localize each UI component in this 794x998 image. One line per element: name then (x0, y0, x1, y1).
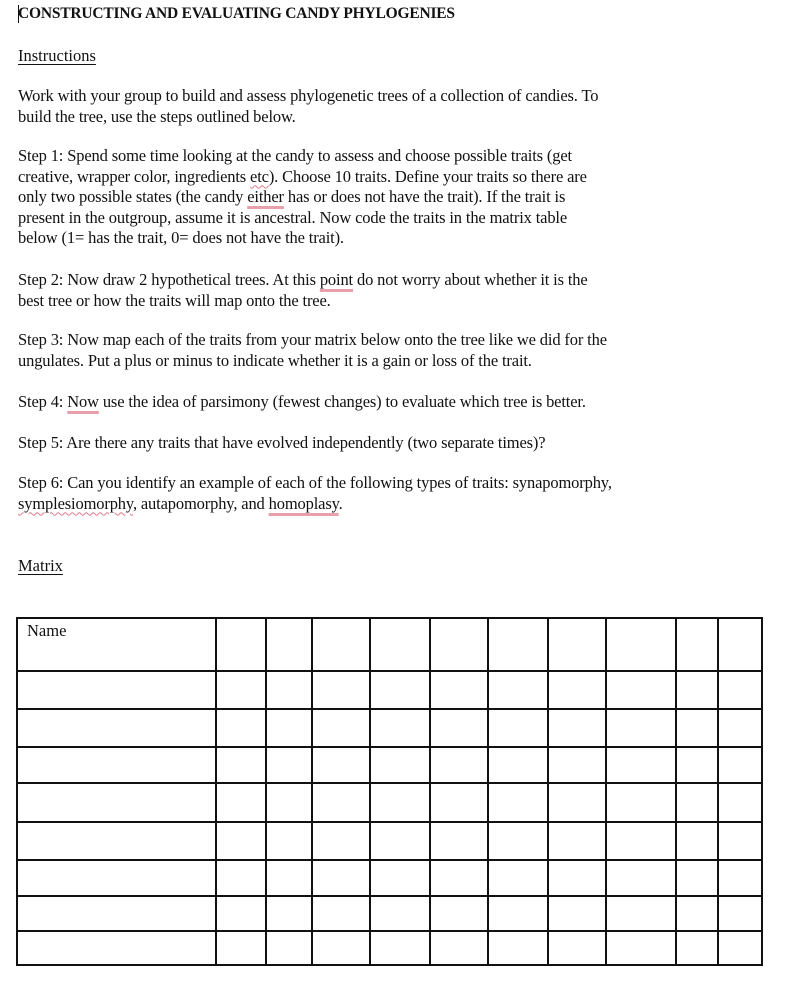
trait-cell[interactable] (606, 709, 676, 747)
trait-header-cell[interactable] (676, 618, 718, 671)
step-6-paragraph (18, 473, 718, 514)
trait-cell[interactable] (266, 747, 312, 783)
table-row (17, 896, 762, 931)
trait-cell[interactable] (266, 896, 312, 931)
trait-cell[interactable] (676, 931, 718, 965)
step-6-line-1: Step 6: Can you identify an example of each of the following types of traits: synapomorphy, (18, 473, 612, 492)
trait-cell[interactable] (430, 671, 488, 709)
trait-cell[interactable] (266, 931, 312, 965)
trait-cell[interactable] (370, 896, 430, 931)
grammar-mark: homoplasy (268, 493, 339, 513)
trait-cell[interactable] (548, 709, 606, 747)
trait-cell[interactable] (370, 931, 430, 965)
candy-name-cell[interactable] (17, 783, 216, 822)
trait-matrix-table (16, 617, 763, 966)
intro-paragraph (18, 86, 718, 127)
trait-cell[interactable] (676, 822, 718, 860)
grammar-mark: Now (67, 392, 99, 411)
candy-name-cell[interactable] (17, 931, 216, 965)
trait-cell[interactable] (548, 860, 606, 896)
table-row (17, 671, 762, 709)
trait-cell[interactable] (430, 931, 488, 965)
trait-cell[interactable] (718, 671, 762, 709)
trait-cell[interactable] (718, 783, 762, 822)
step-1-text: has or does not have the trait). If the trait is (283, 187, 566, 206)
trait-cell[interactable] (216, 671, 266, 709)
step-1-line-4: present in the outgroup, assume it is ancestral. Now code the traits in the matrix table (18, 207, 568, 227)
step-2-text: Step 2: Now draw 2 hypothetical trees. At this (18, 270, 320, 289)
trait-cell[interactable] (370, 747, 430, 783)
trait-cell[interactable] (548, 783, 606, 822)
trait-cell[interactable] (430, 783, 488, 822)
trait-cell[interactable] (216, 822, 266, 860)
step-4-paragraph (18, 392, 718, 413)
step-4-text: use the idea of parsimony (fewest changes) to evaluate which tree is better. (98, 392, 586, 411)
trait-cell[interactable] (676, 709, 718, 747)
trait-cell[interactable] (488, 860, 548, 896)
trait-cell[interactable] (488, 931, 548, 965)
step-2-text: do not worry about whether it is the (353, 270, 588, 289)
step-1-text: ). Choose 10 traits. Define your traits so there are (268, 166, 587, 186)
step-4-line (18, 392, 718, 413)
step-1-text: creative, wrapper color, ingredients (18, 166, 251, 186)
step-1-line-1: Step 1: Spend some time looking at the candy to assess and choose possible traits (get (18, 146, 572, 165)
candy-name-cell[interactable] (17, 671, 216, 709)
trait-cell[interactable] (718, 822, 762, 860)
grammar-mark: point (319, 270, 353, 289)
table-row (17, 822, 762, 860)
trait-cell[interactable] (488, 896, 548, 931)
trait-cell[interactable] (718, 896, 762, 931)
step-1-paragraph (18, 146, 718, 249)
trait-cell[interactable] (606, 671, 676, 709)
step-1-text: only two possible states (the candy (18, 187, 248, 206)
trait-cell[interactable] (430, 747, 488, 783)
step-4-text: Step 4: (18, 392, 68, 411)
step-6-text: . (338, 493, 343, 513)
intro-line-2: build the tree, use the steps outlined below. (18, 106, 296, 126)
trait-cell[interactable] (606, 931, 676, 965)
trait-header-cell[interactable] (606, 618, 676, 671)
trait-cell[interactable] (216, 747, 266, 783)
trait-cell[interactable] (430, 822, 488, 860)
trait-cell[interactable] (430, 860, 488, 896)
table-header-row (17, 618, 762, 671)
candy-name-cell[interactable] (17, 896, 216, 931)
candy-name-cell[interactable] (17, 860, 216, 896)
trait-cell[interactable] (266, 822, 312, 860)
candy-name-cell[interactable] (17, 747, 216, 783)
trait-cell[interactable] (606, 822, 676, 860)
trait-header-cell[interactable] (430, 618, 488, 671)
trait-cell[interactable] (676, 671, 718, 709)
trait-cell[interactable] (718, 931, 762, 965)
table-row (17, 747, 762, 783)
trait-cell[interactable] (312, 709, 370, 747)
trait-cell[interactable] (312, 783, 370, 822)
step-1-line-5: below (1= has the trait, 0= does not have the trait). (18, 228, 344, 247)
trait-cell[interactable] (718, 747, 762, 783)
trait-cell[interactable] (718, 709, 762, 747)
spellcheck-mark: symplesiomorphy (18, 493, 133, 513)
trait-cell[interactable] (488, 709, 548, 747)
trait-cell[interactable] (370, 783, 430, 822)
trait-cell[interactable] (676, 896, 718, 931)
instructions-heading: Instructions (18, 46, 96, 65)
trait-cell[interactable] (430, 896, 488, 931)
step-2-line-2: best tree or how the traits will map onto the tree. (18, 290, 331, 310)
matrix-heading: Matrix (18, 556, 63, 575)
trait-cell[interactable] (266, 671, 312, 709)
trait-cell[interactable] (266, 709, 312, 747)
step-1-line-3 (18, 187, 718, 208)
table-row (17, 783, 762, 822)
trait-cell[interactable] (370, 860, 430, 896)
step-3-line-1: Step 3: Now map each of the traits from your matrix below onto the tree like we did for the (18, 330, 607, 349)
step-2-paragraph (18, 270, 718, 311)
trait-cell[interactable] (488, 783, 548, 822)
page-title: CONSTRUCTING AND EVALUATING CANDY PHYLOGENIES (18, 5, 455, 22)
table-row (17, 860, 762, 896)
step-5-paragraph (18, 433, 718, 454)
step-2-line-1 (18, 270, 718, 291)
trait-cell[interactable] (312, 671, 370, 709)
name-column-header[interactable]: Name (17, 618, 216, 671)
trait-header-cell[interactable] (718, 618, 762, 671)
intro-line-1: Work with your group to build and assess phylogenetic trees of a collection of candies. To (18, 86, 599, 105)
trait-cell[interactable] (548, 822, 606, 860)
trait-cell[interactable] (266, 860, 312, 896)
trait-cell[interactable] (488, 671, 548, 709)
trait-cell[interactable] (548, 747, 606, 783)
trait-cell[interactable] (676, 747, 718, 783)
table-row (17, 709, 762, 747)
trait-cell[interactable] (606, 860, 676, 896)
grammar-mark: either (247, 187, 284, 206)
trait-cell[interactable] (718, 860, 762, 896)
candy-name-cell[interactable] (17, 822, 216, 860)
trait-cell[interactable] (370, 709, 430, 747)
trait-cell[interactable] (676, 783, 718, 822)
trait-cell[interactable] (216, 860, 266, 896)
spellcheck-mark: etc (250, 166, 269, 186)
trait-header-cell[interactable] (266, 618, 312, 671)
trait-cell[interactable] (548, 896, 606, 931)
trait-cell[interactable] (488, 822, 548, 860)
step-3-paragraph (18, 330, 718, 371)
trait-cell[interactable] (430, 709, 488, 747)
trait-header-cell[interactable] (488, 618, 548, 671)
trait-header-cell[interactable] (370, 618, 430, 671)
trait-header-cell[interactable] (312, 618, 370, 671)
trait-header-cell[interactable] (548, 618, 606, 671)
trait-cell[interactable] (312, 931, 370, 965)
step-3-line-2: ungulates. Put a plus or minus to indicate whether it is a gain or loss of the trait. (18, 350, 532, 370)
trait-cell[interactable] (266, 783, 312, 822)
table-row (17, 931, 762, 965)
candy-name-cell[interactable] (17, 709, 216, 747)
trait-cell[interactable] (606, 747, 676, 783)
step-5-line: Step 5: Are there any traits that have evolved independently (two separate times)? (18, 433, 546, 452)
trait-header-cell[interactable] (216, 618, 266, 671)
step-6-line-2 (18, 494, 718, 515)
trait-cell[interactable] (312, 822, 370, 860)
trait-cell[interactable] (548, 931, 606, 965)
trait-cell[interactable] (548, 671, 606, 709)
trait-cell[interactable] (312, 747, 370, 783)
trait-cell[interactable] (312, 860, 370, 896)
trait-cell[interactable] (606, 783, 676, 822)
step-1-line-2 (18, 167, 718, 188)
trait-cell[interactable] (370, 822, 430, 860)
trait-cell[interactable] (370, 671, 430, 709)
step-6-text: , autapomorphy, and (132, 493, 269, 513)
trait-cell[interactable] (606, 896, 676, 931)
trait-cell[interactable] (312, 896, 370, 931)
trait-cell[interactable] (216, 783, 266, 822)
trait-cell[interactable] (488, 747, 548, 783)
trait-cell[interactable] (216, 931, 266, 965)
trait-cell[interactable] (216, 896, 266, 931)
trait-cell[interactable] (216, 709, 266, 747)
trait-cell[interactable] (676, 860, 718, 896)
